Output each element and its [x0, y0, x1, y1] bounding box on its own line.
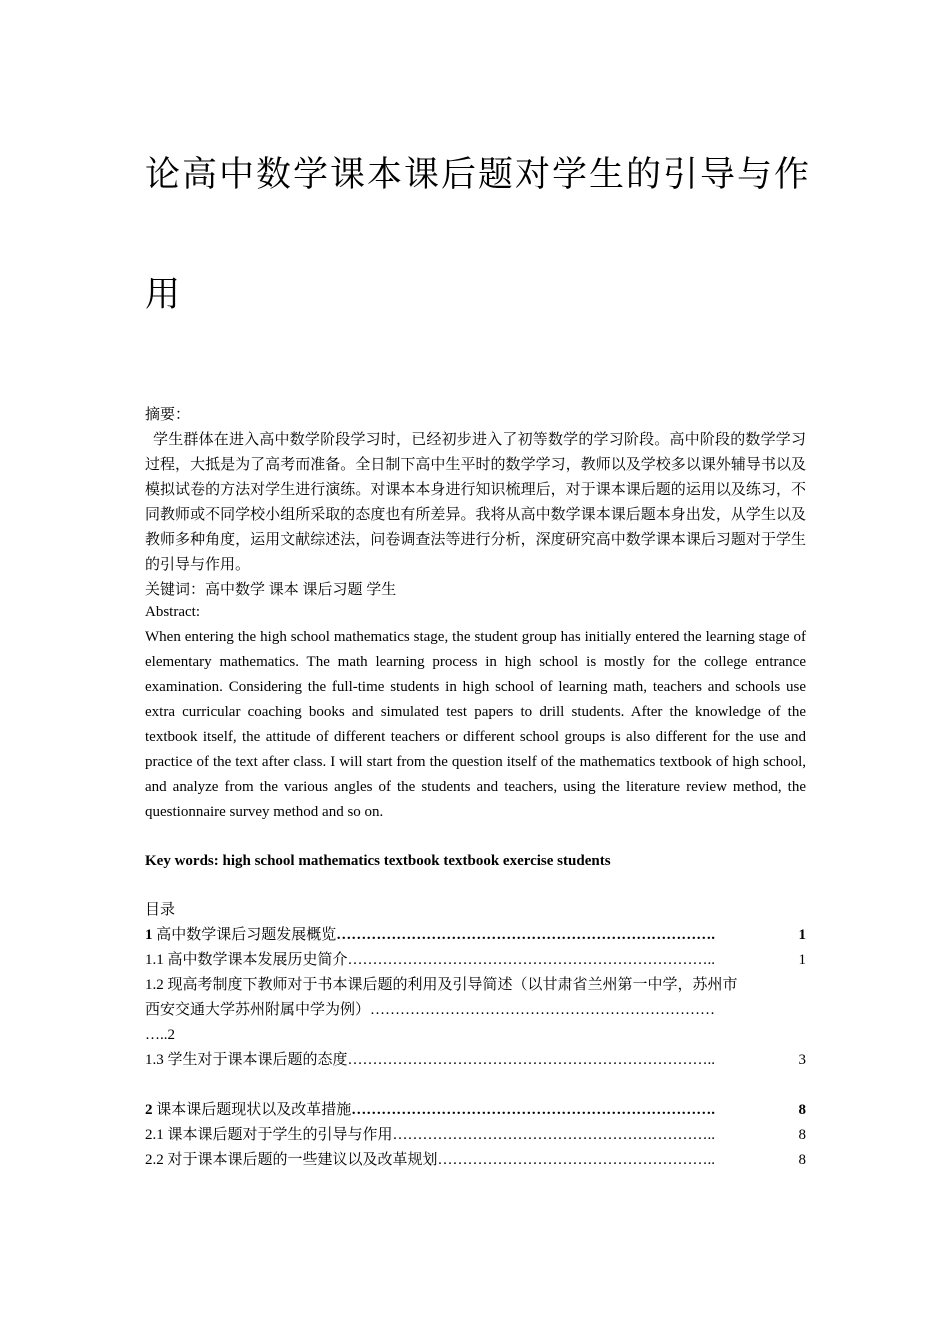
table-of-contents — [145, 898, 806, 1173]
abstract-en-body: When entering the high school mathematics stage, the student group has initially entered the learning stage of elementary mathematics. The math learning process in high school is mostly for the college entrance examination. Considering the full-time students in high school of learning math, teachers and schools use extra curricular coaching books and simulated test papers to drill students. After the knowledge of the textbook itself, the attitude of different teachers or different school groups is also different for the use and practice of the text after class. I will start from the question itself of the mathematics textbook of high school, and analyze from the various angles of the students and teachers, using the literature review method, the questionnaire survey method and so on. — [145, 629, 806, 820]
toc-entry-ch2[interactable] — [145, 1098, 806, 1123]
toc-1-1-title: 1.1 高中数学课本发展历史简介 — [145, 952, 348, 968]
abstract-cn-body: 学生群体在进入高中数学阶段学习时，已经初步进入了初等数学的学习阶段。高中阶段的数学学习过程，大抵是为了高考而准备。全日制下高中生平时的数学学习，教师以及学校多以课外辅导书以及模拟试卷的方法对学生进行演练。对课本本身进行知识梳理后，对于课本课后题的运用以及练习，不同教师或不同学校小组所采取的态度也有所差异。我将从高中数学课本课后题本身出发，从学生以及教师多种角度，运用文献综述法，问卷调查法等进行分析，深度研究高中数学课本课后习题对于学生的引导与作用。 — [145, 432, 806, 573]
toc-entry-1-1[interactable] — [145, 948, 806, 973]
title-line-2: 用 — [145, 275, 183, 314]
toc-entry-2-2[interactable] — [145, 1148, 806, 1173]
toc-1-3-title: 1.3 学生对于课本课后题的态度 — [145, 1052, 348, 1068]
toc-ch1-leader: …………………………………………………………………. — [336, 927, 716, 943]
toc-1-3-page: 3 — [798, 1052, 806, 1068]
toc-ch2-number: 2 — [145, 1102, 153, 1118]
toc-2-2-page: 8 — [798, 1152, 806, 1168]
toc-ch1-page: 1 — [798, 927, 806, 943]
keywords-cn: 关键词：高中数学 课本 课后习题 学生 — [145, 582, 397, 598]
keywords-en: Key words: high school mathematics textbook textbook exercise students — [145, 853, 611, 869]
abstract-cn-heading: 摘要： — [145, 407, 191, 423]
toc-1-2-line-3: …..2 — [145, 1027, 175, 1043]
toc-1-3-leader: ……………………………………………………………….. — [347, 1052, 716, 1068]
toc-entry-1-2[interactable] — [145, 973, 806, 1048]
toc-2-2-leader: ……………………………………………….. — [437, 1152, 716, 1168]
toc-ch2-title: 课本课后题现状以及改革措施 — [156, 1102, 352, 1118]
toc-1-1-leader: ……………………………………………………………….. — [347, 952, 716, 968]
toc-2-2-title: 2.2 对于课本课后题的一些建议以及改革规划 — [145, 1152, 438, 1168]
title-line-1: 论高中数学课本课后题对学生的引导与作 — [145, 155, 812, 194]
toc-ch2-leader: ………………………………………………………………. — [351, 1102, 716, 1118]
abstract-en-heading: Abstract: — [145, 604, 200, 620]
toc-entry-2-1[interactable] — [145, 1123, 806, 1148]
toc-entry-1-3[interactable] — [145, 1048, 806, 1073]
toc-spacer — [145, 1073, 806, 1098]
toc-entry-ch1[interactable] — [145, 923, 806, 948]
toc-2-1-title: 2.1 课本课后题对于学生的引导与作用 — [145, 1127, 393, 1143]
toc-1-2-line-1: 1.2 现高考制度下教师对于书本课后题的利用及引导简述（以甘肃省兰州第一中学，苏州市 — [145, 977, 738, 993]
toc-ch1-number: 1 — [145, 927, 153, 943]
toc-2-1-leader: ……………………………………………………….. — [392, 1127, 716, 1143]
toc-ch1-title: 高中数学课后习题发展概览 — [156, 927, 337, 943]
abstract-cn-section — [145, 403, 806, 603]
toc-ch2-page: 8 — [798, 1102, 806, 1118]
toc-2-1-page: 8 — [798, 1127, 806, 1143]
toc-1-2-line-2: 西安交通大学苏州附属中学为例）…………………………………………………………… — [145, 1002, 716, 1018]
toc-1-1-page: 1 — [798, 952, 806, 968]
toc-heading: 目录 — [145, 902, 176, 918]
